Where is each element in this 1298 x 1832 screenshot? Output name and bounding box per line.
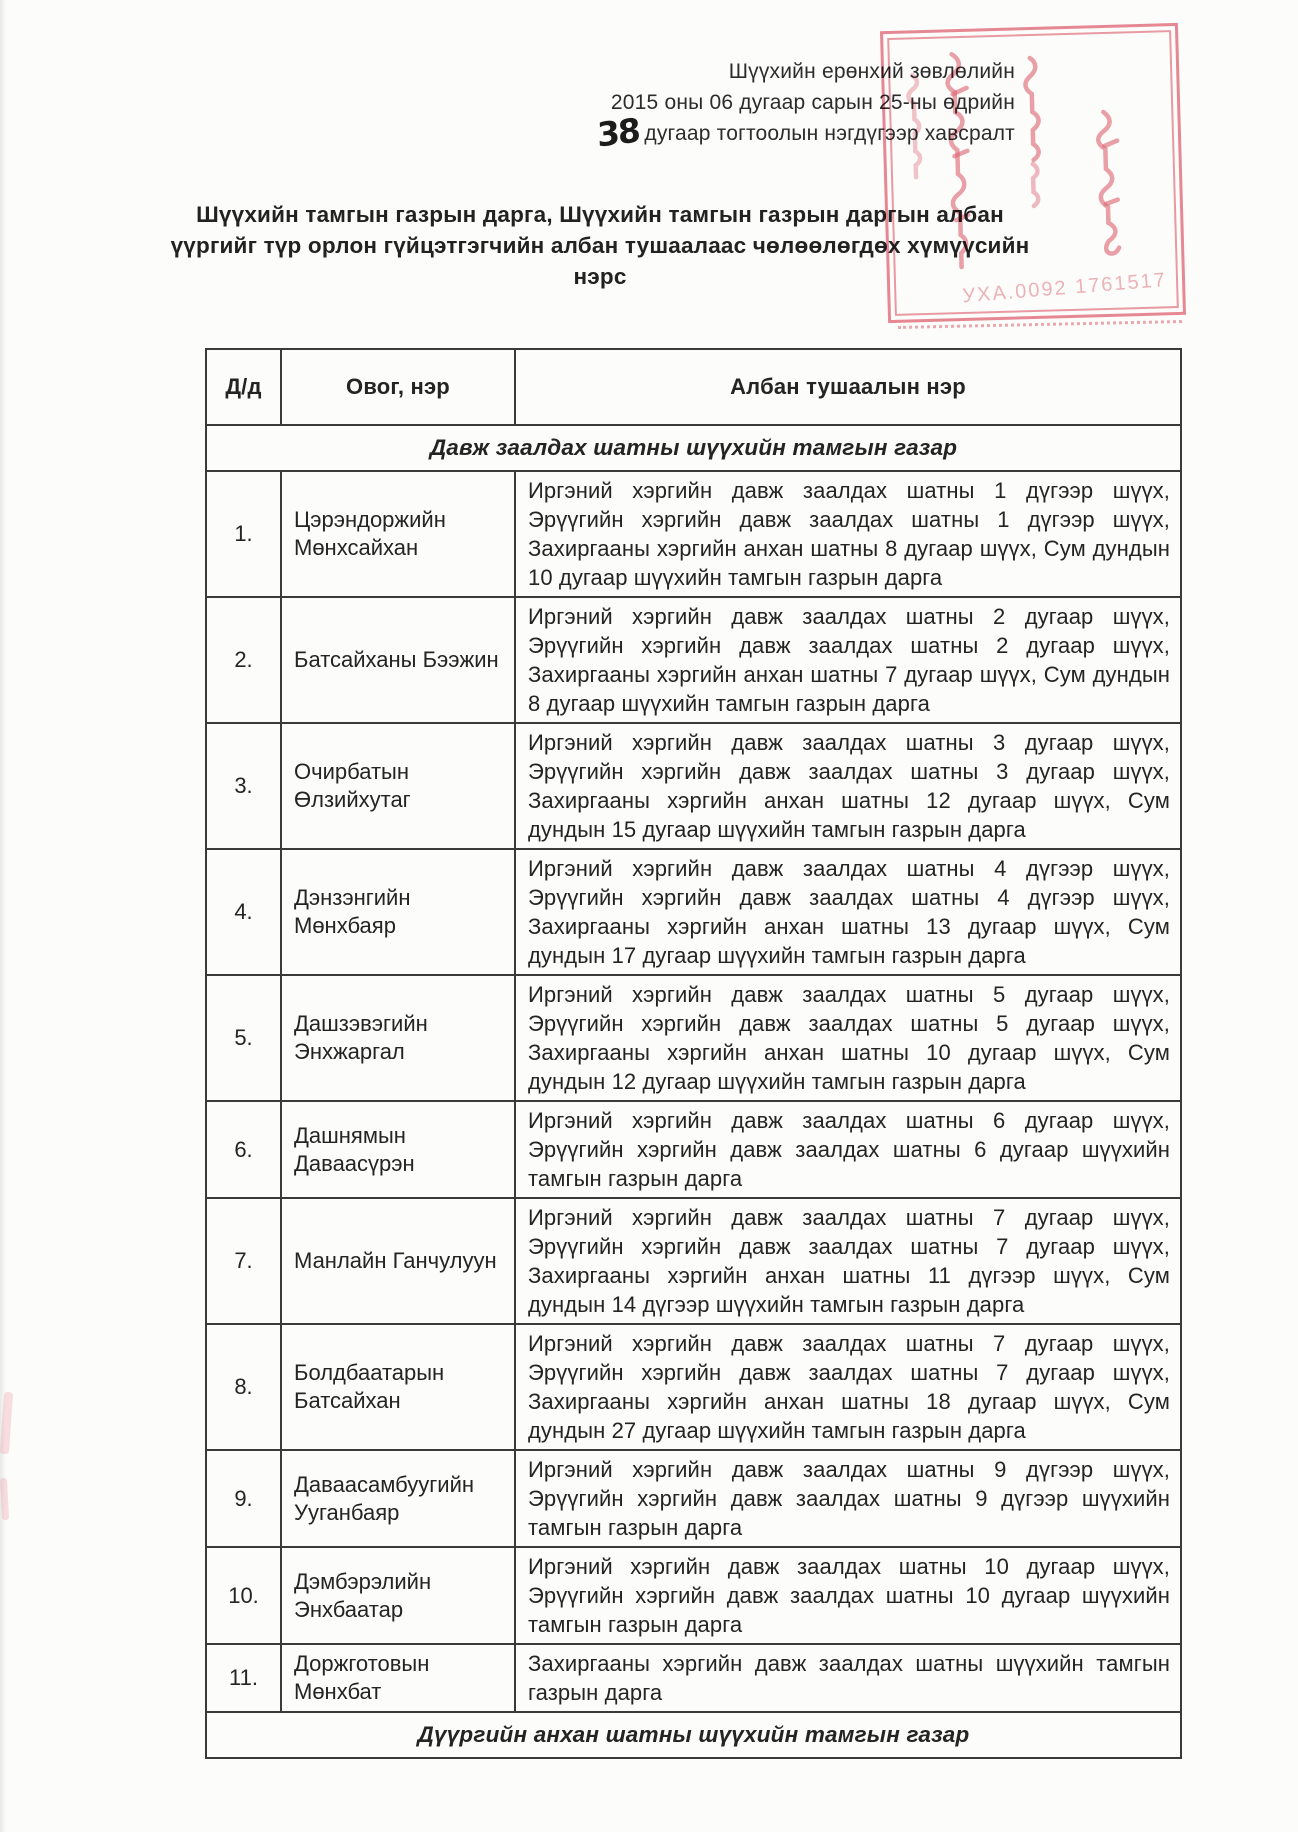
row-number-cell: 6. <box>206 1101 281 1198</box>
appendix-line-2: 2015 оны 06 дугаар сарын 25-ны өдрийн <box>610 91 1015 114</box>
scan-smudge <box>0 1478 9 1520</box>
positions-table <box>205 348 1182 1759</box>
stamp-registry-code: УХА.0092 1761517 <box>961 268 1168 308</box>
person-name-cell: Манлайн Ганчулуун <box>281 1198 515 1324</box>
position-cell: Иргэний хэргийн давж заалдах шатны 3 дугаар шүүх, Эрүүгийн хэргийн давж заалдах шатны 3 дугаар шүүх, Захиргааны хэргийн анхан шатны 12 дугаар шүүх, Сум дундын 15 дугаар шүүхийн тамгын газрын дарга <box>515 723 1181 849</box>
person-name-cell: Болдбаатарын Батсайхан <box>281 1324 515 1450</box>
position-cell: Иргэний хэргийн давж заалдах шатны 6 дугаар шүүх, Эрүүгийн хэргийн давж заалдах шатны 6 дугаар шүүхийн тамгын газрын дарга <box>515 1101 1181 1198</box>
appendix-line-1: Шүүхийн ерөнхий зөвлөлийн <box>728 60 1015 83</box>
person-name-cell: Даваасамбуугийн Ууганбаяр <box>281 1450 515 1547</box>
table-row <box>206 1450 1181 1547</box>
column-header-number: Д/д <box>206 349 281 425</box>
document-title: Шүүхийн тамгын газрын дарга, Шүүхийн тамгын газрын даргын албан үүргийг түр орлон гүйцэтгэгчийн албан тушаалаас чөлөөлөгдөх хүмүүсийн нэрс <box>170 202 1030 289</box>
person-name-cell: Дэмбэрэлийн Энхбаатар <box>281 1547 515 1644</box>
appendix-line-3-text: дугаар тогтоолын нэгдүгээр хавсралт <box>644 122 1015 145</box>
table-row <box>206 1644 1181 1712</box>
row-number-cell: 4. <box>206 849 281 975</box>
person-name-cell: Доржготовын Мөнхбат <box>281 1644 515 1712</box>
row-number-cell: 5. <box>206 975 281 1101</box>
section-row-district <box>206 1712 1181 1758</box>
row-number-cell: 9. <box>206 1450 281 1547</box>
table-header-row <box>206 349 1181 425</box>
position-cell: Иргэний хэргийн давж заалдах шатны 9 дүгээр шүүх, Эрүүгийн хэргийн давж заалдах шатны 9 дүгээр шүүхийн тамгын газрын дарга <box>515 1450 1181 1547</box>
person-name-cell: Батсайханы Бээжин <box>281 597 515 723</box>
row-number-cell: 3. <box>206 723 281 849</box>
person-name-cell: Дашнямын Даваасүрэн <box>281 1101 515 1198</box>
table-row <box>206 597 1181 723</box>
table-row <box>206 975 1181 1101</box>
person-name-cell: Очирбатын Өлзийхутаг <box>281 723 515 849</box>
row-number-cell: 2. <box>206 597 281 723</box>
scan-edge-artifact <box>0 0 6 1832</box>
section-title: Давж заалдах шатны шүүхийн тамгын газар <box>206 425 1181 471</box>
person-name-cell: Цэрэндоржийн Мөнхсайхан <box>281 471 515 597</box>
handwritten-resolution-number: 38 <box>596 110 641 155</box>
official-stamp <box>880 23 1186 323</box>
table-row <box>206 1547 1181 1644</box>
row-number-cell: 8. <box>206 1324 281 1450</box>
person-name-cell: Дашзэвэгийн Энхжаргал <box>281 975 515 1101</box>
section-title: Дүүргийн анхан шатны шүүхийн тамгын газар <box>206 1712 1181 1758</box>
position-cell: Захиргааны хэргийн давж заалдах шатны шүүхийн тамгын газрын дарга <box>515 1644 1181 1712</box>
row-number-cell: 7. <box>206 1198 281 1324</box>
table-row <box>206 1101 1181 1198</box>
table-row <box>206 1324 1181 1450</box>
table-row <box>206 723 1181 849</box>
table-row <box>206 471 1181 597</box>
position-cell: Иргэний хэргийн давж заалдах шатны 2 дугаар шүүх, Эрүүгийн хэргийн давж заалдах шатны 2 дугаар шүүх, Захиргааны хэргийн анхан шатны 7 дугаар шүүх, Сум дундын 8 дугаар шүүхийн тамгын газрын дарга <box>515 597 1181 723</box>
row-number-cell: 1. <box>206 471 281 597</box>
section-row-appellate <box>206 425 1181 471</box>
position-cell: Иргэний хэргийн давж заалдах шатны 7 дугаар шүүх, Эрүүгийн хэргийн давж заалдах шатны 7 дугаар шүүх, Захиргааны хэргийн анхан шатны 11 дүгээр шүүх, Сум дундын 14 дүгээр шүүхийн тамгын газрын дарга <box>515 1198 1181 1324</box>
stamp-mongolian-script-icon <box>889 32 1180 312</box>
person-name-cell: Дэнзэнгийн Мөнхбаяр <box>281 849 515 975</box>
table-row <box>206 849 1181 975</box>
row-number-cell: 11. <box>206 1644 281 1712</box>
position-cell: Иргэний хэргийн давж заалдах шатны 4 дүгээр шүүх, Эрүүгийн хэргийн давж заалдах шатны 4 дүгээр шүүх, Захиргааны хэргийн анхан шатны 13 дугаар шүүх, Сум дундын 17 дугаар шүүхийн тамгын газрын дарга <box>515 849 1181 975</box>
row-number-cell: 10. <box>206 1547 281 1644</box>
table-body <box>206 471 1181 1712</box>
position-cell: Иргэний хэргийн давж заалдах шатны 7 дугаар шүүх, Эрүүгийн хэргийн давж заалдах шатны 7 дугаар шүүх, Захиргааны хэргийн анхан шатны 18 дугаар шүүх, Сум дундын 27 дугаар шүүхийн тамгын газрын дарга <box>515 1324 1181 1450</box>
position-cell: Иргэний хэргийн давж заалдах шатны 10 дугаар шүүх, Эрүүгийн хэргийн давж заалдах шатны 10 дугаар шүүхийн тамгын газрын дарга <box>515 1547 1181 1644</box>
stamp-inner-border <box>887 30 1179 316</box>
column-header-position: Албан тушаалын нэр <box>515 349 1181 425</box>
position-cell: Иргэний хэргийн давж заалдах шатны 1 дүгээр шүүх, Эрүүгийн хэргийн давж заалдах шатны 1 дүгээр шүүх, Захиргааны хэргийн анхан шатны 8 дугаар шүүх, Сум дундын 10 дугаар шүүхийн тамгын газрын дарга <box>515 471 1181 597</box>
table-row <box>206 1198 1181 1324</box>
position-cell: Иргэний хэргийн давж заалдах шатны 5 дугаар шүүх, Эрүүгийн хэргийн давж заалдах шатны 5 дугаар шүүх, Захиргааны хэргийн анхан шатны 10 дугаар шүүх, Сум дундын 12 дугаар шүүхийн тамгын газрын дарга <box>515 975 1181 1101</box>
column-header-name: Овог, нэр <box>281 349 515 425</box>
